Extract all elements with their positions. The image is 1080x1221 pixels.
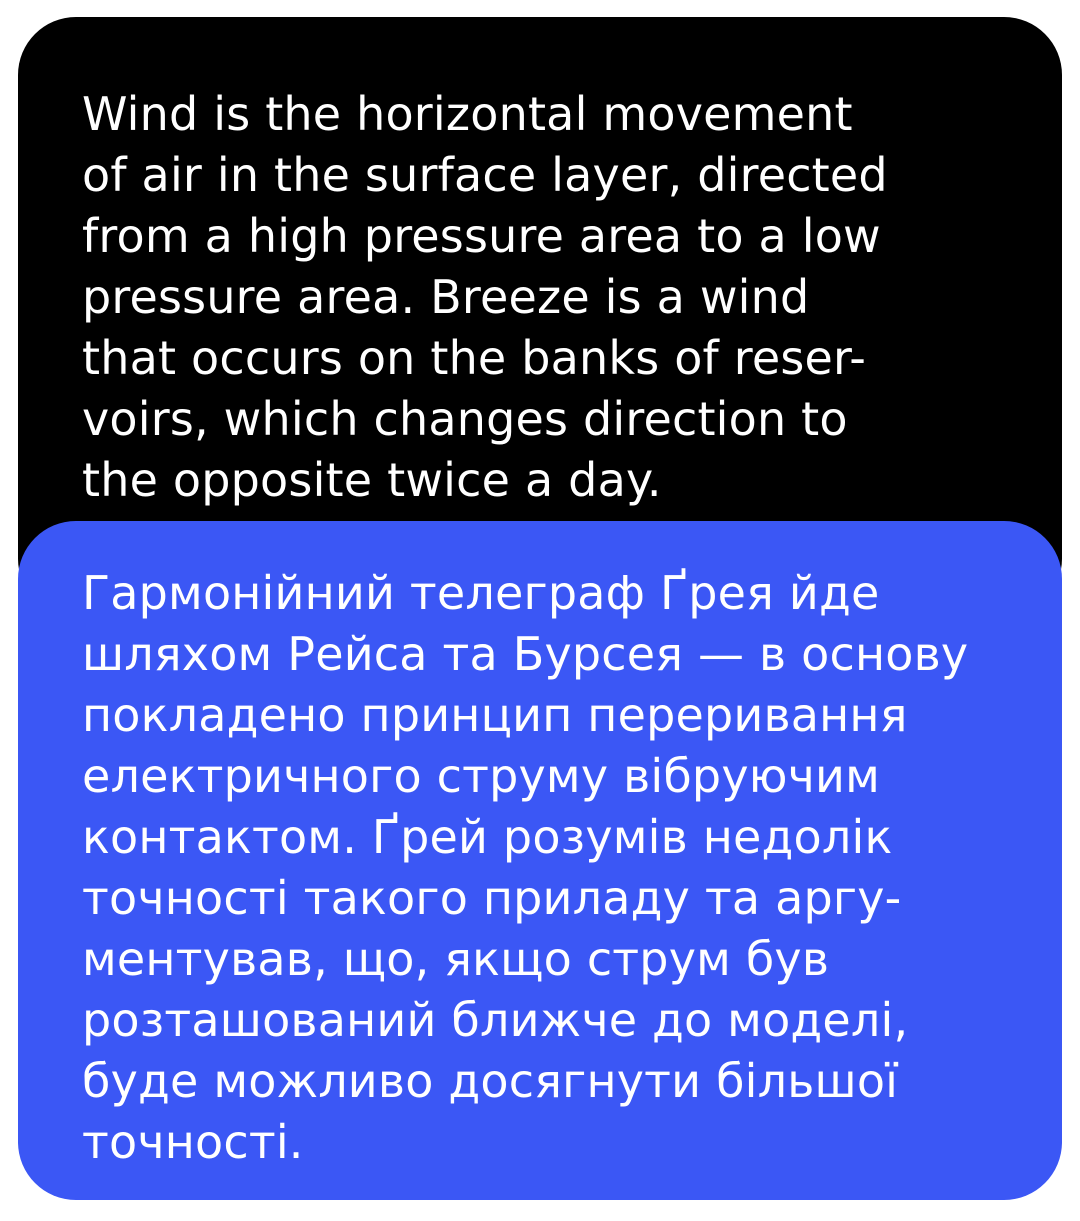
ukrainian-line: контактом. Ґрей розумів недолік [82,810,893,864]
ukrainian-line: шляхом Рейса та Бурсея — в основу [82,627,969,681]
english-line: of air in the surface layer, directed [82,148,888,202]
ukrainian-line: буде можливо досягнути більшої [82,1054,899,1108]
ukrainian-line: точності. [82,1115,304,1169]
ukrainian-line: Гармонійний телеграф Ґрея йде [82,566,880,620]
ukrainian-line: електричного струму вібруючим [82,749,881,803]
ukrainian-line: точності такого приладу та аргу- [82,871,902,925]
english-line: from a high pressure area to a low [82,209,881,263]
english-line: Wind is the horizontal movement [82,87,853,141]
ukrainian-line: покладено принцип переривання [82,688,908,742]
english-line: the opposite twice a day. [82,453,662,507]
ukrainian-line: ментував, що, якщо струм був [82,932,830,986]
ukrainian-line: розташований ближче до моделі, [82,993,909,1047]
english-line: voirs, which changes direction to [82,392,848,446]
english-line: that occurs on the banks of reser- [82,331,867,385]
english-line: pressure area. Breeze is a wind [82,270,810,324]
